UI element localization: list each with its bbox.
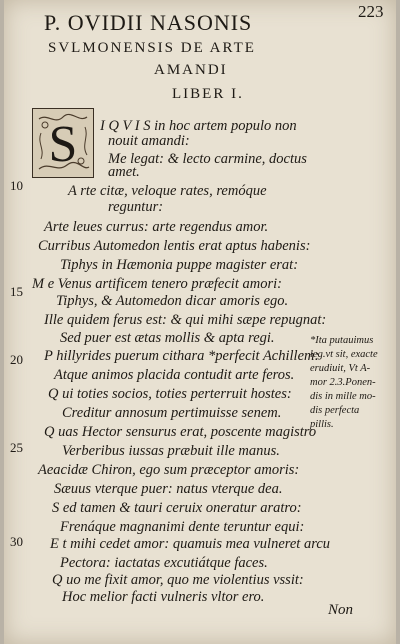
poem-line: Sed puer est ætas mollis & apta regi. [60,329,275,346]
margin-note-line: mor 2.3.Ponen- [310,377,376,388]
poem-line: Atque animos placida contudit arte feros. [54,367,295,384]
margin-note-line: erudiuit, Vt A- [310,363,371,374]
line-number: 20 [10,352,23,367]
poem-line: E t mihi cedet amor: quamuis mea vulneret arcu [50,535,331,552]
poem-line: Tiphys, & Automedon dicar amoris ego. [56,293,289,310]
poem-line: Arte leues currus: arte regendus amor. [44,219,269,236]
poem-line: A rte citæ, veloque rates, remóque [68,183,267,200]
poem-line: Hoc melior facti vulneris vltor ero. [62,589,265,606]
margin-note-line: leg.vt sit, exacte [310,349,378,360]
poem-line: Creditur annosum pertimuisse senem. [62,405,282,422]
poem-line: Sæuus vterque puer: natus vterque dea. [54,480,283,497]
line-number: 30 [10,534,23,549]
title-line-2: SVLMONENSIS DE ARTE [48,40,256,56]
title-line-1: P. OVIDII NASONIS [44,10,253,35]
poem-line: Aeacidæ Chiron, ego sum præceptor amoris: [38,462,300,478]
page-number: 223 [358,2,384,21]
margin-note-line: dis in mille mo- [310,391,376,402]
poem-line: Me legat: & lecto carmine, doctus [108,150,307,167]
poem-line: amet. [108,164,140,181]
book-heading: LIBER I. [172,86,244,102]
poem-line: Verberibus iussas præbuit ille manus. [62,443,280,460]
poem-line: Pectora: iactatas excutiátque faces. [60,554,268,571]
poem-line: Frenáque magnanimi dente teruntur equi: [60,518,305,535]
ornamental-initial-graphic [33,109,93,177]
poem-line: Curribus Automedon lentis erat aptus habenis: [38,238,311,255]
poem-line: nouit amandi: [108,133,190,150]
margin-note-line: *Ita putauimus [310,335,374,346]
poem-line: Q uas Hector sensurus erat, poscente magistro [44,424,317,441]
poem-line: Ille quidem ferus est: & qui mihi sæpe repugnat: [44,312,327,329]
line-number: 15 [10,284,23,299]
poem-line: M e Venus artificem tenero præfecit amori: [32,276,282,293]
poem-line: Q uo me fixit amor, quo me violentius vssit: [52,572,304,589]
book-page [4,0,396,644]
poem-line: I Q V I S in hoc artem populo non [100,118,297,134]
title-line-3: AMANDI [154,62,228,78]
poem-line: P hillyrides puerum cithara *perfecit Achillem: [44,348,320,365]
poem-line: S ed tamen & tauri ceruix oneratur aratro: [52,499,302,516]
poem-line: reguntur: [108,198,164,215]
line-number: 25 [10,440,23,455]
line-number: 10 [10,178,23,193]
poem-line: Tiphys in Hæmonia puppe magister erat: [60,257,299,274]
margin-note-line: pillis. [310,419,334,430]
poem-line: Q ui toties socios, toties perterruit hostes: [48,386,292,403]
margin-note-line: dis perfecta [310,405,360,416]
initial-letter: S [48,116,78,173]
catchword: Non [328,602,354,618]
ornamental-initial [32,108,94,178]
